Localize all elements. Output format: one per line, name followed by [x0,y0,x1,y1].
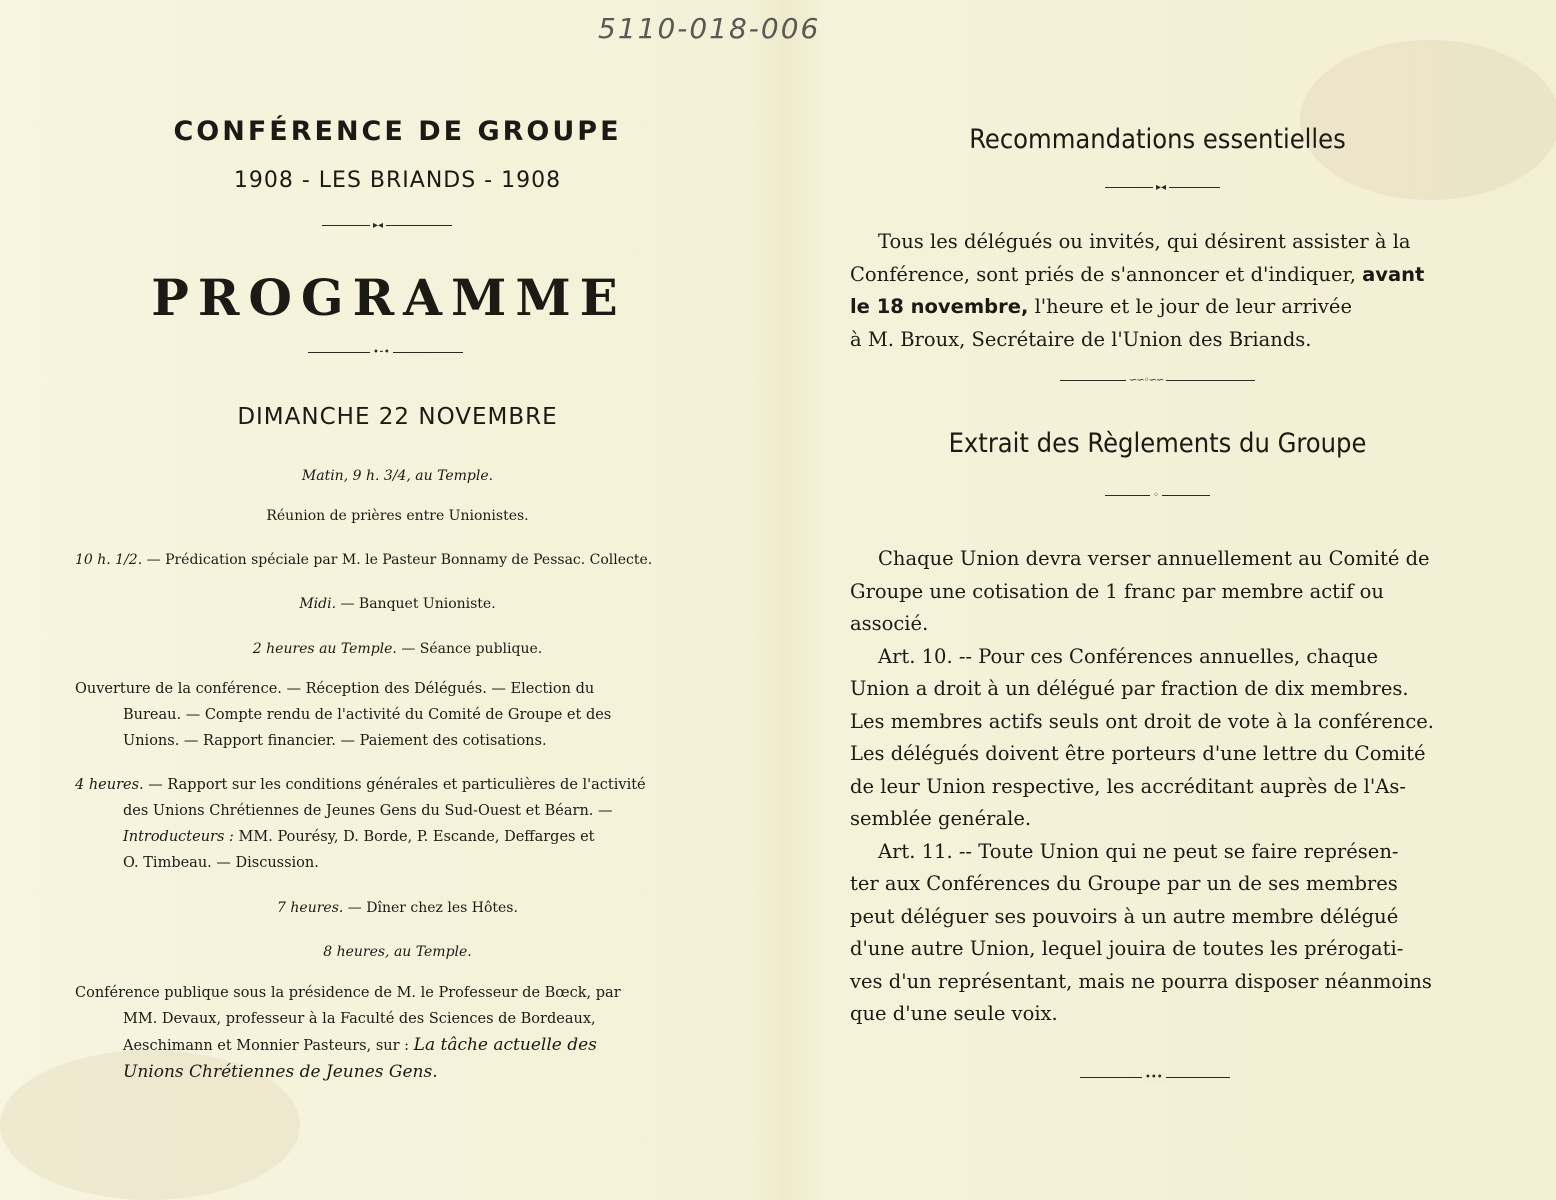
programme-item: Réunion de prières entre Unionistes. [266,508,529,524]
ornament-divider: ▸◂ [1105,182,1220,194]
programme-item: 2 heures au Temple. — Séance publique. [252,641,543,657]
paper-stain [1300,40,1556,200]
programme-item: Midi. — Banquet Unioniste. [299,596,496,612]
ornament-divider: ◦ [1105,490,1210,502]
regulations-heading: Extrait des Règlements du Groupe [948,428,1367,459]
programme-item: 10 h. 1/2. — Prédication spéciale par M. le Pasteur Bonnamy de Pessac. Collecte. [75,552,653,568]
conference-title: CONFÉRENCE DE GROUPE [173,116,622,147]
ornament-divider: ▸◂ [322,220,452,232]
day-heading: DIMANCHE 22 NOVEMBRE [237,404,558,430]
programme-item: 7 heures. — Dîner chez les Hôtes. [277,900,518,916]
article-11: Art. 11. -- Toute Union qui ne peut se faire représen- [878,839,1399,863]
regulations-text: Chaque Union devra verser annuellement au Comité de Groupe une cotisation de 1 franc par membre actif ou associé. Art. 10. -- Pour ces Conférences annuelles, chaque Union a droit à un délégué par fraction de dix membres. Les membres actifs seuls ont droit de vote à la conférence. Les délégués doivent être porteurs d'une lettre du Comité de leur Union respective, les accréditant auprès de l'As- semblée genérale. Art. 11. -- Toute Union qui ne peut se faire représen- ter aux Conférences du Groupe par un de ses membres peut déléguer ses pouvoirs à un autre membre délégué d'une autre Union, lequel jouira de toutes les prérogati- ves d'un représentant, mais ne pourra disposer néanmoins que d'une seule voix. [850,543,1470,1031]
recommendations-text: Tous les délégués ou invités, qui désirent assister à la Conférence, sont priés de s'annoncer et d'indiquer, avant le 18 novembre, l'heure et le jour de leur arrivée à M. Broux, Secrétaire de l'Union des Briands. [850,230,1425,351]
ornament-divider: ∽∽◦∽∽ [1060,375,1255,387]
paragraph-conference-publique: Conférence publique sous la présidence de M. le Professeur de Bœck, par MM. Devaux, professeur à la Faculté des Sciences de Bordeaux, Aeschimann et Monnier Pasteurs, sur : La tâche actuelle des Unions Chrétiennes de Jeunes Gens. [75,985,621,1082]
ornament-divider: •⁃• [308,347,463,359]
article-10: Art. 10. -- Pour ces Conférences annuelles, chaque [878,644,1379,668]
programme-heading: PROGRAMME [151,268,627,327]
programme-item: 8 heures, au Temple. [323,944,472,960]
paragraph-4-heures: 4 heures. — Rapport sur les conditions générales et particulières de l'activité des Unions Chrétiennes de Jeunes Gens du Sud-Ouest et Béarn. — Introducteurs : MM. Pourésy, D. Borde, P. Escande, Deffarges et O. Timbeau. — Discussion. [75,777,646,871]
recommendations-heading: Recommandations essentielles [969,124,1346,155]
archive-code: 5110-018-006 [598,12,821,45]
paragraph-ouverture: Ouverture de la conférence. — Réception des Délégués. — Election du Bureau. — Compte rendu de l'activité du Comité de Groupe et des Unions. — Rapport financier. — Paiement des cotisations. [75,681,612,749]
programme-item: Matin, 9 h. 3/4, au Temple. [301,468,494,484]
conference-years: 1908 - LES BRIANDS - 1908 [233,168,562,193]
ornament-divider: ••• [1080,1072,1230,1084]
